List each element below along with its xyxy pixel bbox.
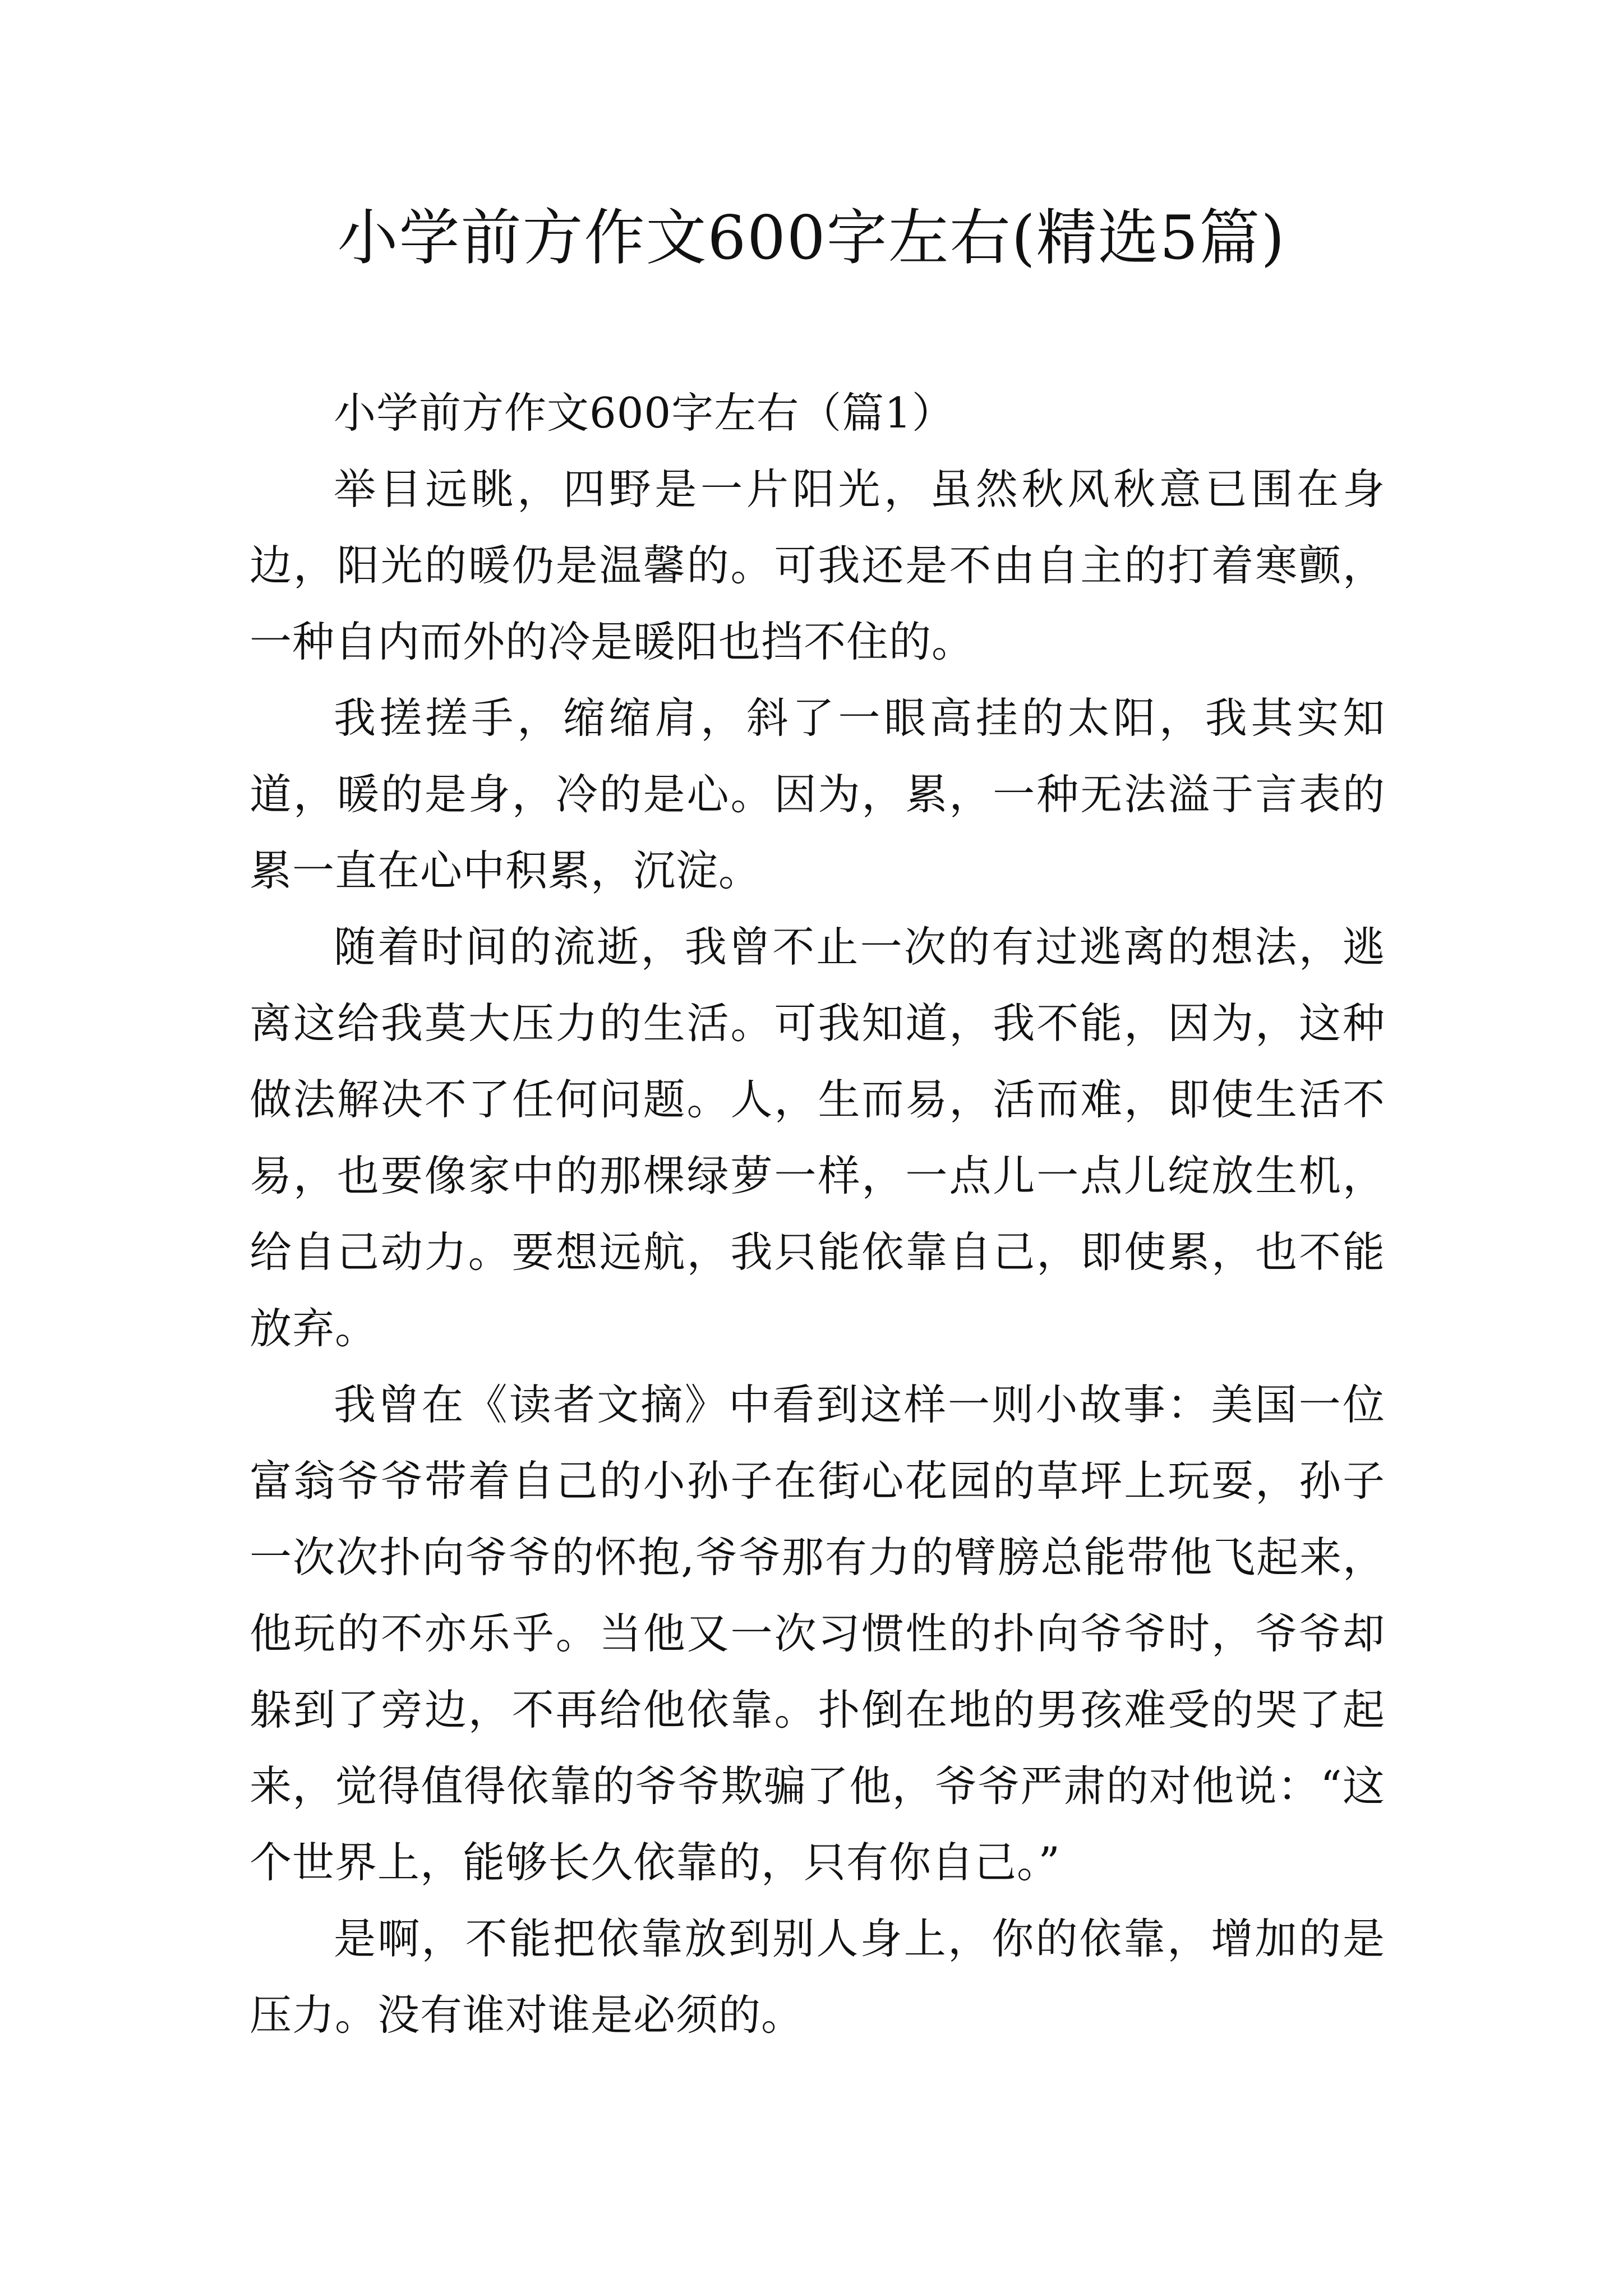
paragraph: 我搓搓手，缩缩肩，斜了一眼高挂的太阳，我其实知道，暖的是身，冷的是心。因为，累，一种无法溢于言表的累一直在心中积累，沉淀。 — [250, 693, 1385, 895]
section-heading: 小学前方作文600字左右（篇1） — [334, 388, 955, 438]
paragraph: 是啊，不能把依靠放到别人身上，你的依靠，增加的是压力。没有谁对谁是必须的。 — [250, 1914, 1385, 2040]
document-title: 小学前方作文600字左右(精选5篇) — [337, 203, 1286, 273]
document-body — [250, 375, 1385, 2053]
paragraph: 我曾在《读者文摘》中看到这样一则小故事：美国一位富翁爷爷带着自己的小孙子在街心花园的草坪上玩耍，孙子一次次扑向爷爷的怀抱,爷爷那有力的臂膀总能带他飞起来，他玩的不亦乐乎。当他又一次习惯性的扑向爷爷时，爷爷却躲到了旁边，不再给他依靠。扑倒在地的男孩难受的哭了起来，觉得值得依靠的爷爷欺骗了他，爷爷严肃的对他说：“这个世界上，能够长久依靠的，只有你自己。” — [250, 1380, 1385, 1887]
paragraph: 举目远眺，四野是一片阳光，虽然秋风秋意已围在身边，阳光的暖仍是温馨的。可我还是不由自主的打着寒颤，一种自内而外的冷是暖阳也挡不住的。 — [250, 464, 1385, 666]
paragraph: 随着时间的流逝，我曾不止一次的有过逃离的想法，逃离这给我莫大压力的生活。可我知道，我不能，因为，这种做法解决不了任何问题。人，生而易，活而难，即使生活不易，也要像家中的那棵绿萝一样，一点儿一点儿绽放生机，给自己动力。要想远航，我只能依靠自己，即使累，也不能放弃。 — [250, 922, 1385, 1353]
